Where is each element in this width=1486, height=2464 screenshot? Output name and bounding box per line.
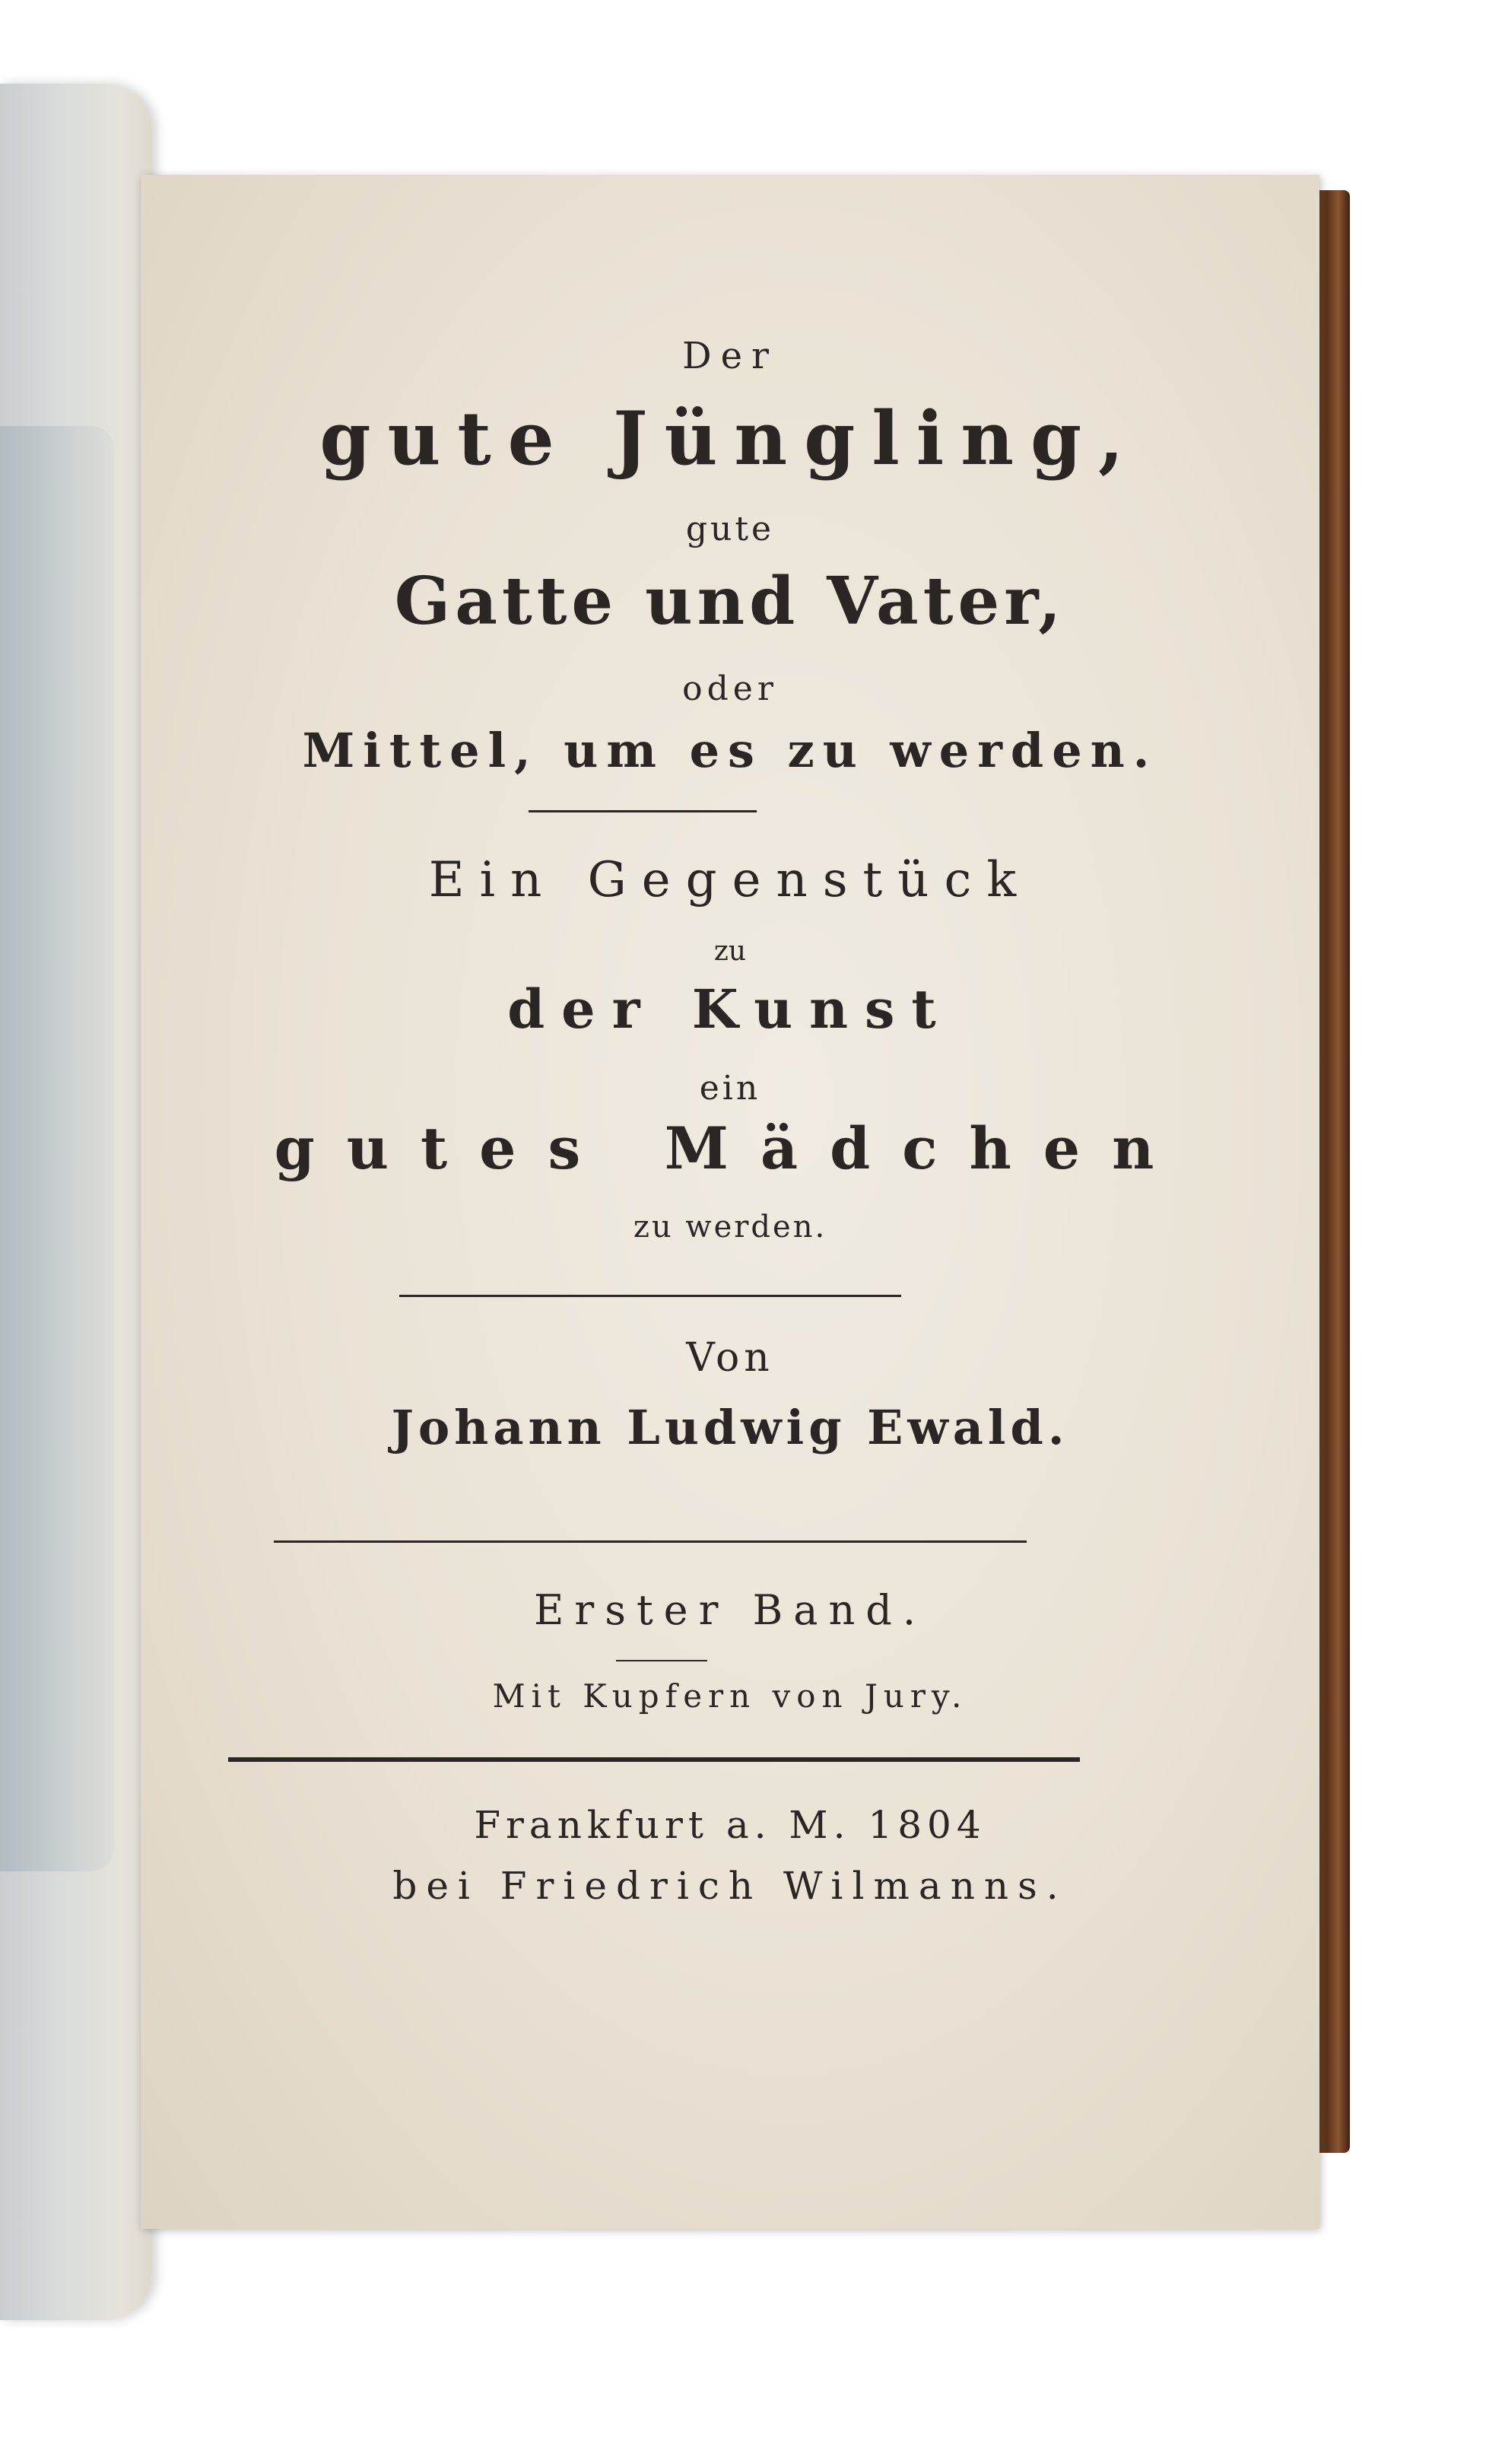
by-line: Von: [686, 1335, 774, 1381]
subtitle-line-gegenstueck: Ein Gegenstück: [428, 852, 1032, 908]
volume-label: Erster Band.: [534, 1586, 926, 1634]
divider-rule-short: [616, 1660, 707, 1661]
title-line-gute: gute: [685, 510, 775, 548]
imprint-place-date: Frankfurt a. M. 1804: [474, 1803, 986, 1847]
title-line-mittel: Mittel, um es zu werden.: [302, 723, 1158, 778]
title-line-oder: oder: [682, 669, 778, 708]
divider-rule: [274, 1540, 1027, 1543]
subtitle-line-der-kunst: der Kunst: [507, 978, 953, 1041]
subtitle-line-gutes-maedchen: gutes Mädchen: [274, 1114, 1186, 1182]
title-page: [141, 175, 1319, 2229]
divider-rule: [529, 810, 757, 812]
illustrations-line: Mit Kupfern von Jury.: [492, 1677, 968, 1715]
divider-rule: [399, 1295, 901, 1297]
title-line-der: Der: [682, 335, 778, 377]
imprint-publisher: bei Friedrich Wilmanns.: [392, 1864, 1068, 1908]
title-line-gute-juengling: gute Jüngling,: [319, 396, 1141, 482]
divider-rule-thick: [228, 1757, 1080, 1762]
subtitle-line-ein: ein: [699, 1069, 761, 1108]
author-name: Johann Ludwig Ewald.: [391, 1400, 1069, 1455]
subtitle-line-zu: zu: [713, 936, 747, 967]
left-facing-page: [0, 84, 152, 2320]
subtitle-line-zu-werden: zu werden.: [633, 1210, 827, 1245]
page-shadow: [0, 426, 114, 1871]
title-line-gatte-und-vater: Gatte und Vater,: [394, 563, 1066, 640]
